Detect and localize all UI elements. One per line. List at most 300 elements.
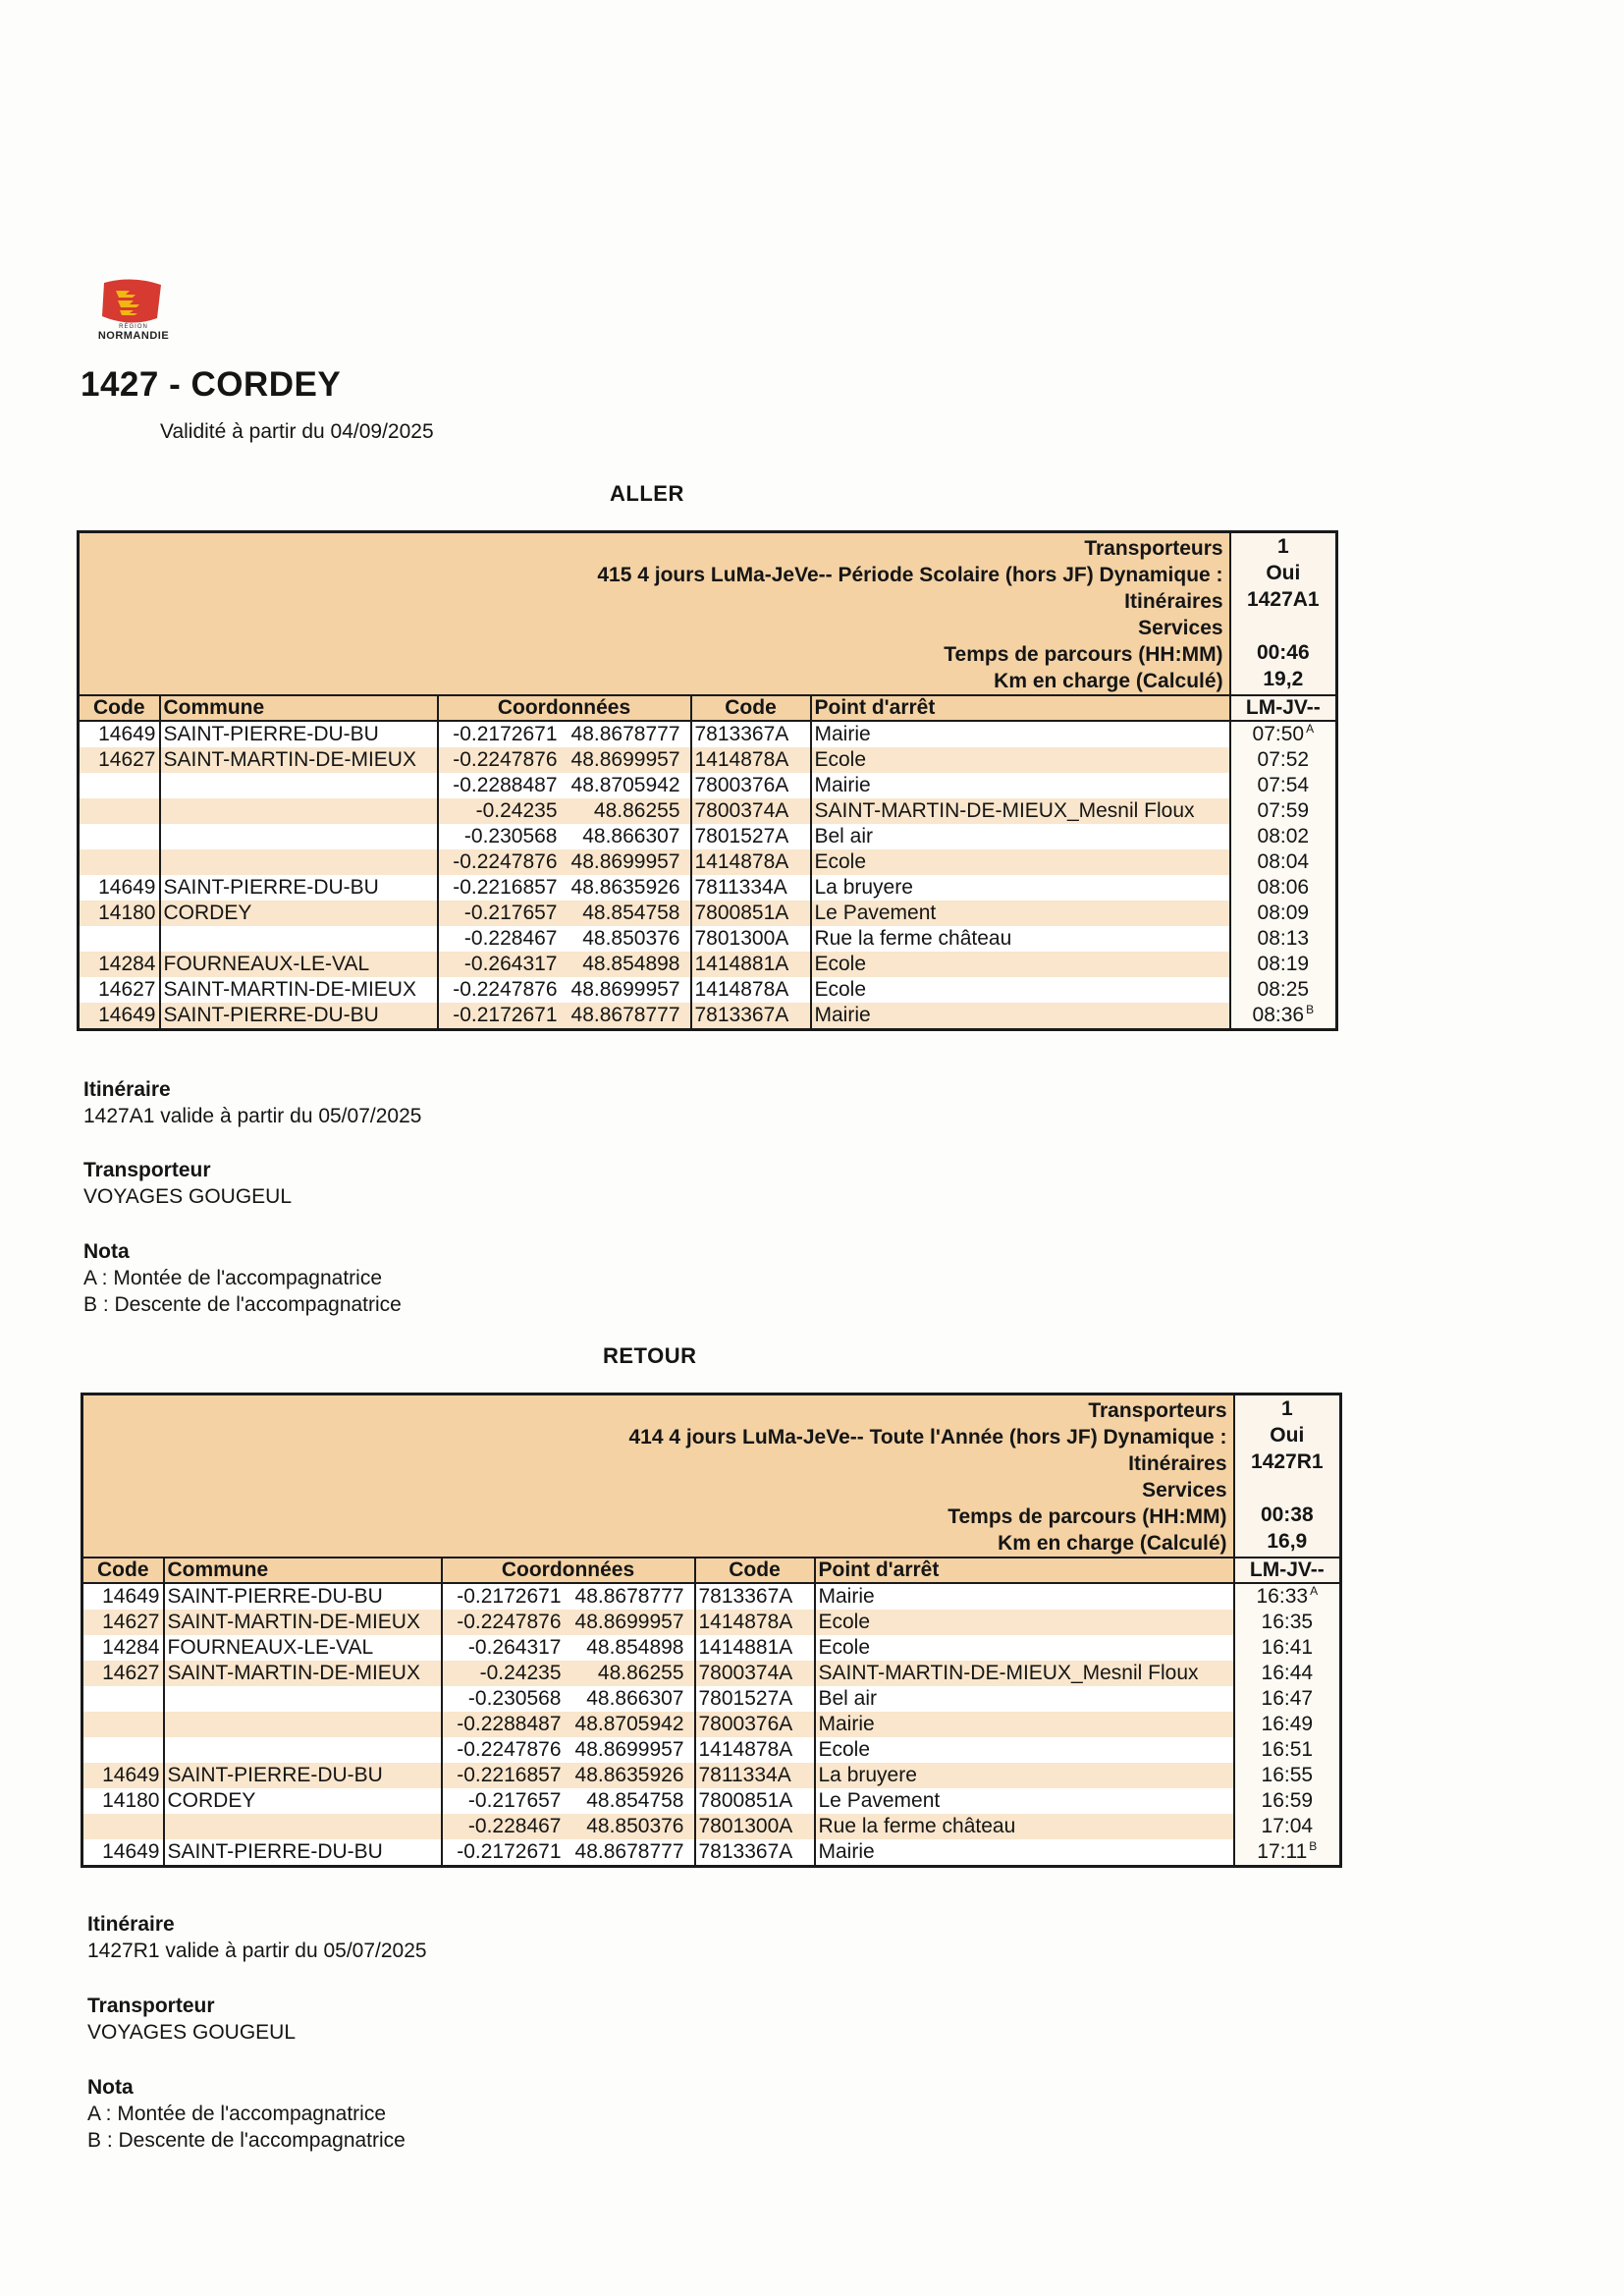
header-labels — [82, 1394, 1234, 1558]
latitude-value: 48.854758 — [586, 1789, 684, 1812]
coordinates-cell — [438, 926, 691, 952]
stop-name-cell: Rue la ferme château — [815, 1814, 1234, 1839]
column-headers — [79, 695, 1337, 721]
stop-name-cell: Mairie — [811, 721, 1230, 747]
table-row — [79, 773, 1337, 798]
commune-name-cell — [164, 1814, 442, 1839]
time-cell — [1234, 1712, 1341, 1737]
transporteurs-label: Transporteurs — [1088, 1399, 1227, 1422]
commune-code-cell: 14180 — [82, 1788, 164, 1814]
nota-a-retour: A : Montée de l'accompagnatrice — [87, 2103, 387, 2125]
longitude-value: -0.24235 — [475, 799, 558, 822]
commune-code-cell — [82, 1814, 164, 1839]
commune-name-cell: SAINT-PIERRE-DU-BU — [164, 1763, 442, 1788]
commune-code-cell: 14284 — [79, 952, 160, 977]
commune-name-cell: CORDEY — [164, 1788, 442, 1814]
departure-time: 16:47 — [1261, 1687, 1314, 1710]
longitude-value: -0.2172671 — [457, 1840, 562, 1863]
coordinates-cell — [442, 1686, 695, 1712]
stop-name-cell: Mairie — [811, 773, 1230, 798]
commune-name-cell: SAINT-PIERRE-DU-BU — [160, 721, 438, 747]
time-cell — [1230, 901, 1337, 926]
timetable-retour — [81, 1393, 1342, 1868]
temps-parcours-value: 00:46 — [1256, 641, 1310, 664]
commune-name-cell: SAINT-PIERRE-DU-BU — [164, 1583, 442, 1610]
stop-name-cell: Ecole — [811, 977, 1230, 1003]
latitude-value: 48.8699957 — [574, 1611, 684, 1633]
transporteurs-value: 1 — [1276, 535, 1289, 558]
commune-code-cell — [79, 773, 160, 798]
validity-date: Validité à partir du 04/09/2025 — [160, 420, 434, 443]
stop-name-cell: Ecole — [811, 952, 1230, 977]
longitude-value: -0.230568 — [467, 1687, 562, 1710]
commune-code-cell: 14627 — [82, 1610, 164, 1635]
commune-code-cell: 14627 — [79, 747, 160, 773]
commune-code-cell — [82, 1712, 164, 1737]
col-point-arret: Point d'arrêt — [815, 1558, 1234, 1583]
longitude-value: -0.230568 — [463, 825, 558, 847]
coordinates-cell — [438, 1003, 691, 1030]
time-cell — [1234, 1661, 1341, 1686]
commune-name-cell: SAINT-MARTIN-DE-MIEUX — [164, 1661, 442, 1686]
nota-label-retour: Nota — [87, 2076, 134, 2099]
longitude-value: -0.2172671 — [453, 723, 558, 745]
itineraires-label: Itinéraires — [1128, 1452, 1227, 1475]
col-commune: Commune — [160, 695, 438, 721]
stop-name-cell: Ecole — [811, 747, 1230, 773]
itineraires-label: Itinéraires — [1124, 590, 1223, 613]
commune-code-cell: 14627 — [79, 977, 160, 1003]
commune-code-cell: 14627 — [82, 1661, 164, 1686]
coordinates-cell — [442, 1661, 695, 1686]
departure-time: 08:02 — [1257, 825, 1310, 847]
longitude-value: -0.2247876 — [453, 978, 558, 1001]
commune-name-cell: SAINT-PIERRE-DU-BU — [160, 875, 438, 901]
stop-code-cell: 7800851A — [691, 901, 811, 926]
table-row — [79, 721, 1337, 747]
departure-time: 07:50 — [1252, 723, 1305, 745]
table-row — [79, 926, 1337, 952]
coordinates-cell — [438, 849, 691, 875]
time-cell — [1230, 1003, 1337, 1030]
table-row — [82, 1737, 1341, 1763]
time-cell — [1230, 849, 1337, 875]
region-normandie-logo — [88, 277, 179, 348]
km-charge-value: 19,2 — [1263, 668, 1304, 690]
commune-code-cell: 14649 — [82, 1583, 164, 1610]
commune-name-cell: SAINT-MARTIN-DE-MIEUX — [160, 977, 438, 1003]
stop-code-cell: 7813367A — [691, 721, 811, 747]
stop-name-cell: Bel air — [815, 1686, 1234, 1712]
km-charge-label: Km en charge (Calculé) — [994, 670, 1223, 692]
longitude-value: -0.2216857 — [457, 1764, 562, 1786]
services-value — [1234, 613, 1333, 639]
timetable-header — [79, 532, 1337, 696]
stop-code-cell: 7811334A — [695, 1763, 815, 1788]
table-row — [79, 747, 1337, 773]
stop-code-cell: 1414881A — [695, 1635, 815, 1661]
col-coordonnees: Coordonnées — [442, 1558, 695, 1583]
commune-code-cell — [82, 1686, 164, 1712]
header-values — [1230, 532, 1337, 696]
commune-name-cell — [160, 773, 438, 798]
stop-name-cell: Bel air — [811, 824, 1230, 849]
stop-name-cell: Rue la ferme château — [811, 926, 1230, 952]
transporteur-label-retour: Transporteur — [87, 1995, 215, 2017]
itineraires-value: 1427A1 — [1247, 588, 1320, 611]
latitude-value: 48.8678777 — [574, 1585, 684, 1608]
commune-name-cell — [164, 1712, 442, 1737]
time-note-marker: A — [1310, 1584, 1319, 1598]
longitude-value: -0.2247876 — [453, 748, 558, 771]
departure-time: 07:54 — [1257, 774, 1310, 796]
nota-b-aller: B : Descente de l'accompagnatrice — [83, 1293, 402, 1316]
departure-time: 16:49 — [1261, 1713, 1314, 1735]
table-row — [82, 1839, 1341, 1867]
longitude-value: -0.217657 — [467, 1789, 562, 1812]
coordinates-cell — [438, 824, 691, 849]
longitude-value: -0.264317 — [467, 1636, 562, 1659]
time-cell — [1234, 1737, 1341, 1763]
departure-time: 17:04 — [1261, 1815, 1314, 1837]
stop-code-cell: 1414881A — [691, 952, 811, 977]
longitude-value: -0.228467 — [463, 927, 558, 950]
stop-code-cell: 7800374A — [695, 1661, 815, 1686]
time-cell — [1230, 747, 1337, 773]
service-value: Oui — [1266, 562, 1301, 584]
stop-code-cell: 7811334A — [691, 875, 811, 901]
latitude-value: 48.8678777 — [574, 1840, 684, 1863]
nota-label-aller: Nota — [83, 1240, 130, 1263]
latitude-value: 48.86255 — [597, 1662, 684, 1684]
longitude-value: -0.217657 — [463, 902, 558, 924]
commune-code-cell — [79, 926, 160, 952]
stop-name-cell: Ecole — [811, 849, 1230, 875]
coordinates-cell — [442, 1839, 695, 1867]
commune-code-cell: 14649 — [82, 1763, 164, 1788]
timetable-rows — [82, 1583, 1341, 1867]
longitude-value: -0.2288487 — [457, 1713, 562, 1735]
time-cell — [1230, 773, 1337, 798]
departure-time: 07:52 — [1257, 748, 1310, 771]
latitude-value: 48.8705942 — [570, 774, 680, 796]
commune-code-cell — [82, 1737, 164, 1763]
departure-time: 16:51 — [1261, 1738, 1314, 1761]
commune-code-cell: 14649 — [79, 875, 160, 901]
stop-code-cell: 1414878A — [691, 849, 811, 875]
stop-name-cell: Le Pavement — [811, 901, 1230, 926]
departure-time: 16:55 — [1261, 1764, 1314, 1786]
latitude-value: 48.8635926 — [570, 876, 680, 899]
coordinates-cell — [438, 721, 691, 747]
commune-name-cell — [164, 1686, 442, 1712]
departure-time: 08:19 — [1257, 953, 1310, 975]
latitude-value: 48.86255 — [593, 799, 680, 822]
time-cell — [1230, 875, 1337, 901]
itineraire-text-retour: 1427R1 valide à partir du 05/07/2025 — [87, 1940, 427, 1962]
commune-name-cell — [160, 824, 438, 849]
stop-code-cell: 7801300A — [691, 926, 811, 952]
table-row — [79, 798, 1337, 824]
stop-name-cell: Mairie — [815, 1583, 1234, 1610]
departure-time: 16:44 — [1261, 1662, 1314, 1684]
col-code: Code — [79, 695, 160, 721]
latitude-value: 48.8678777 — [570, 723, 680, 745]
table-row — [82, 1635, 1341, 1661]
km-charge-label: Km en charge (Calculé) — [998, 1532, 1227, 1555]
stop-code-cell: 7800376A — [691, 773, 811, 798]
itineraire-label-retour: Itinéraire — [87, 1913, 175, 1936]
col-time: LM-JV-- — [1234, 1558, 1341, 1583]
stop-name-cell: Ecole — [815, 1737, 1234, 1763]
stop-name-cell: SAINT-MARTIN-DE-MIEUX_Mesnil Floux — [815, 1661, 1234, 1686]
itineraire-text-aller: 1427A1 valide à partir du 05/07/2025 — [83, 1105, 422, 1127]
stop-code-cell: 7801527A — [691, 824, 811, 849]
section-heading-retour: RETOUR — [603, 1343, 697, 1368]
table-row — [82, 1763, 1341, 1788]
section-heading-aller: ALLER — [610, 481, 684, 506]
commune-name-cell: FOURNEAUX-LE-VAL — [164, 1635, 442, 1661]
latitude-value: 48.8699957 — [570, 850, 680, 873]
latitude-value: 48.8699957 — [570, 978, 680, 1001]
coordinates-cell — [442, 1737, 695, 1763]
temps-parcours-label: Temps de parcours (HH:MM) — [947, 1505, 1227, 1528]
stop-code-cell: 7801527A — [695, 1686, 815, 1712]
commune-name-cell: FOURNEAUX-LE-VAL — [160, 952, 438, 977]
commune-name-cell — [164, 1737, 442, 1763]
timetable-header — [82, 1394, 1341, 1558]
services-value — [1238, 1475, 1337, 1502]
table-row — [79, 875, 1337, 901]
longitude-value: -0.2247876 — [457, 1611, 562, 1633]
commune-code-cell — [79, 849, 160, 875]
commune-code-cell — [79, 798, 160, 824]
departure-time: 08:09 — [1257, 902, 1310, 924]
transporteur-label-aller: Transporteur — [83, 1159, 211, 1181]
time-cell — [1230, 721, 1337, 747]
latitude-value: 48.8699957 — [570, 748, 680, 771]
departure-time: 08:04 — [1257, 850, 1310, 873]
stop-code-cell: 7813367A — [695, 1583, 815, 1610]
departure-time: 16:59 — [1261, 1789, 1314, 1812]
page-title: 1427 - CORDEY — [81, 365, 342, 404]
table-row — [82, 1583, 1341, 1610]
departure-time: 08:36 — [1252, 1004, 1305, 1026]
time-cell — [1230, 926, 1337, 952]
stop-name-cell: Mairie — [815, 1839, 1234, 1867]
header-labels — [79, 532, 1230, 696]
latitude-value: 48.854898 — [582, 953, 680, 975]
longitude-value: -0.2247876 — [453, 850, 558, 873]
logo-name-text: NORMANDIE — [97, 330, 170, 342]
stop-code-cell: 7800851A — [695, 1788, 815, 1814]
latitude-value: 48.854898 — [586, 1636, 684, 1659]
commune-name-cell — [160, 798, 438, 824]
stop-code-cell: 7813367A — [695, 1839, 815, 1867]
longitude-value: -0.24235 — [479, 1662, 562, 1684]
table-row — [82, 1610, 1341, 1635]
longitude-value: -0.228467 — [467, 1815, 562, 1837]
time-cell — [1234, 1788, 1341, 1814]
time-cell — [1234, 1763, 1341, 1788]
departure-time: 16:33 — [1256, 1585, 1309, 1608]
timetable-aller — [77, 530, 1338, 1031]
col-point-arret: Point d'arrêt — [811, 695, 1230, 721]
commune-name-cell — [160, 849, 438, 875]
coordinates-cell — [438, 875, 691, 901]
col-commune: Commune — [164, 1558, 442, 1583]
commune-name-cell: SAINT-PIERRE-DU-BU — [164, 1839, 442, 1867]
table-row — [82, 1686, 1341, 1712]
commune-name-cell: CORDEY — [160, 901, 438, 926]
stop-code-cell: 7801300A — [695, 1814, 815, 1839]
time-cell — [1234, 1610, 1341, 1635]
table-row — [82, 1814, 1341, 1839]
header-values — [1234, 1394, 1341, 1558]
km-charge-value: 16,9 — [1267, 1530, 1308, 1553]
itineraire-label-aller: Itinéraire — [83, 1078, 171, 1101]
stop-name-cell: Ecole — [815, 1610, 1234, 1635]
transporteurs-label: Transporteurs — [1084, 537, 1223, 560]
departure-time: 08:25 — [1257, 978, 1310, 1001]
time-cell — [1230, 798, 1337, 824]
time-cell — [1234, 1814, 1341, 1839]
time-cell — [1234, 1583, 1341, 1610]
stop-name-cell: Mairie — [815, 1712, 1234, 1737]
coordinates-cell — [438, 798, 691, 824]
latitude-value: 48.866307 — [582, 825, 680, 847]
latitude-value: 48.8635926 — [574, 1764, 684, 1786]
commune-code-cell: 14284 — [82, 1635, 164, 1661]
commune-code-cell: 14649 — [79, 721, 160, 747]
coordinates-cell — [438, 901, 691, 926]
stop-code-cell: 1414878A — [691, 977, 811, 1003]
column-headers — [82, 1558, 1341, 1583]
coordinates-cell — [442, 1610, 695, 1635]
coordinates-cell — [442, 1583, 695, 1610]
latitude-value: 48.854758 — [582, 902, 680, 924]
departure-time: 16:35 — [1261, 1611, 1314, 1633]
table-row — [79, 824, 1337, 849]
stop-code-cell: 7813367A — [691, 1003, 811, 1030]
latitude-value: 48.8678777 — [570, 1004, 680, 1026]
time-cell — [1234, 1839, 1341, 1867]
time-note-marker: B — [1306, 1003, 1315, 1016]
transporteur-text-retour: VOYAGES GOUGEUL — [87, 2021, 296, 2044]
itineraires-value: 1427R1 — [1251, 1450, 1324, 1473]
latitude-value: 48.850376 — [582, 927, 680, 950]
temps-parcours-label: Temps de parcours (HH:MM) — [944, 643, 1223, 666]
stop-name-cell: SAINT-MARTIN-DE-MIEUX_Mesnil Floux — [811, 798, 1230, 824]
service-label: 414 4 jours LuMa-JeVe-- Toute l'Année (hors JF) Dynamique : — [628, 1426, 1227, 1449]
stop-name-cell: Le Pavement — [815, 1788, 1234, 1814]
logo-region-text: RÉGION — [119, 324, 148, 330]
table-row — [79, 1003, 1337, 1030]
table-row — [79, 901, 1337, 926]
time-cell — [1230, 952, 1337, 977]
table-row — [79, 849, 1337, 875]
coordinates-cell — [442, 1635, 695, 1661]
commune-name-cell — [160, 926, 438, 952]
latitude-value: 48.8705942 — [574, 1713, 684, 1735]
departure-time: 07:59 — [1257, 799, 1310, 822]
services-label: Services — [1142, 1479, 1227, 1502]
coordinates-cell — [438, 747, 691, 773]
nota-b-retour: B : Descente de l'accompagnatrice — [87, 2129, 406, 2152]
coordinates-cell — [442, 1712, 695, 1737]
time-note-marker: A — [1306, 722, 1315, 736]
service-value: Oui — [1270, 1424, 1305, 1447]
table-row — [82, 1712, 1341, 1737]
longitude-value: -0.264317 — [463, 953, 558, 975]
coordinates-cell — [438, 773, 691, 798]
time-note-marker: B — [1309, 1839, 1318, 1853]
time-cell — [1234, 1635, 1341, 1661]
departure-time: 08:06 — [1257, 876, 1310, 899]
stop-name-cell: Ecole — [815, 1635, 1234, 1661]
latitude-value: 48.8699957 — [574, 1738, 684, 1761]
col-time: LM-JV-- — [1230, 695, 1337, 721]
stop-name-cell: La bruyere — [815, 1763, 1234, 1788]
table-row — [82, 1661, 1341, 1686]
time-cell — [1230, 977, 1337, 1003]
stop-code-cell: 1414878A — [695, 1737, 815, 1763]
table-row — [82, 1788, 1341, 1814]
stop-code-cell: 7800374A — [691, 798, 811, 824]
longitude-value: -0.2247876 — [457, 1738, 562, 1761]
coordinates-cell — [438, 952, 691, 977]
commune-code-cell — [79, 824, 160, 849]
stop-code-cell: 1414878A — [695, 1610, 815, 1635]
stop-code-cell: 1414878A — [691, 747, 811, 773]
longitude-value: -0.2216857 — [453, 876, 558, 899]
departure-time: 16:41 — [1261, 1636, 1314, 1659]
latitude-value: 48.850376 — [586, 1815, 684, 1837]
coordinates-cell — [438, 977, 691, 1003]
table-row — [79, 952, 1337, 977]
col-code-arret: Code — [695, 1558, 815, 1583]
col-code: Code — [82, 1558, 164, 1583]
departure-time: 17:11 — [1257, 1840, 1308, 1863]
nota-a-aller: A : Montée de l'accompagnatrice — [83, 1267, 383, 1289]
col-code-arret: Code — [691, 695, 811, 721]
commune-name-cell: SAINT-MARTIN-DE-MIEUX — [164, 1610, 442, 1635]
commune-code-cell: 14649 — [82, 1839, 164, 1867]
normandie-flag-icon — [98, 277, 167, 326]
col-coordonnees: Coordonnées — [438, 695, 691, 721]
timetable-rows — [79, 721, 1337, 1030]
latitude-value: 48.866307 — [586, 1687, 684, 1710]
departure-time: 08:13 — [1257, 927, 1310, 950]
stop-name-cell: Mairie — [811, 1003, 1230, 1030]
commune-code-cell: 14180 — [79, 901, 160, 926]
temps-parcours-value: 00:38 — [1260, 1503, 1314, 1526]
services-label: Services — [1138, 617, 1223, 639]
time-cell — [1230, 824, 1337, 849]
stop-code-cell: 7800376A — [695, 1712, 815, 1737]
transporteur-text-aller: VOYAGES GOUGEUL — [83, 1185, 292, 1208]
longitude-value: -0.2288487 — [453, 774, 558, 796]
stop-name-cell: La bruyere — [811, 875, 1230, 901]
table-row — [79, 977, 1337, 1003]
coordinates-cell — [442, 1788, 695, 1814]
commune-code-cell: 14649 — [79, 1003, 160, 1030]
longitude-value: -0.2172671 — [453, 1004, 558, 1026]
coordinates-cell — [442, 1763, 695, 1788]
commune-name-cell: SAINT-PIERRE-DU-BU — [160, 1003, 438, 1030]
service-label: 415 4 jours LuMa-JeVe-- Période Scolaire (hors JF) Dynamique : — [597, 564, 1223, 586]
commune-name-cell: SAINT-MARTIN-DE-MIEUX — [160, 747, 438, 773]
